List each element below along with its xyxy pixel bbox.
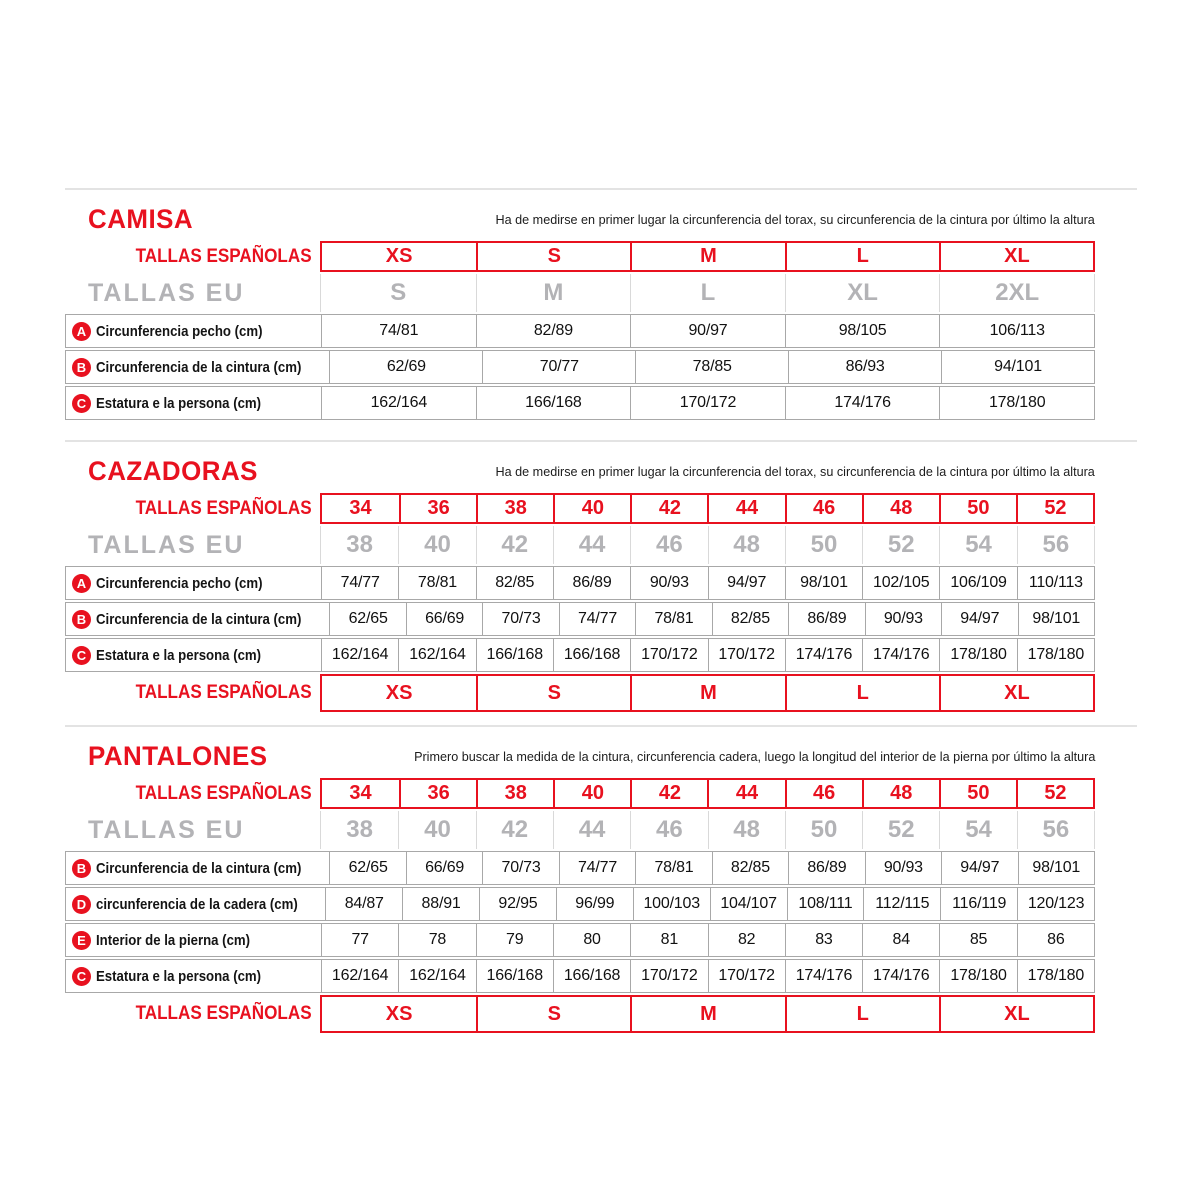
measure-value: 178/180 <box>1017 960 1094 992</box>
bottom-spanish-size: XS <box>385 1002 413 1025</box>
spanish-size-header: 44 <box>707 495 784 522</box>
measure-label: Circunferencia pecho (cm) <box>96 574 263 592</box>
eu-sizes-label: TALLAS EU <box>88 815 245 844</box>
eu-size-value: 48 <box>708 526 785 564</box>
measurement-cells <box>329 603 1094 635</box>
measurement-row <box>65 602 1095 636</box>
measure-value: 86/89 <box>788 852 864 884</box>
measure-label: Circunferencia pecho (cm) <box>96 322 263 340</box>
measure-value: 82/85 <box>476 567 553 599</box>
measure-value: 108/111 <box>787 888 864 920</box>
measure-label: Interior de la pierna (cm) <box>96 931 251 949</box>
section-instruction: Ha de medirse en primer lugar la circunferencia del torax, su circunferencia de la cintura por último la altura <box>495 211 1095 227</box>
measure-value: 82/89 <box>476 315 631 347</box>
measure-value: 78 <box>398 924 475 956</box>
eu-size-value: 56 <box>1017 526 1094 564</box>
spanish-size-header: 38 <box>476 780 553 807</box>
spanish-sizes-cells <box>320 493 1095 524</box>
measure-value: 162/164 <box>398 960 475 992</box>
measurement-row <box>65 350 1095 384</box>
letter-badge: E <box>72 931 91 950</box>
measure-value: 70/73 <box>482 852 558 884</box>
measure-value: 62/65 <box>329 603 405 635</box>
spanish-sizes-label-text: TALLAS ESPAÑOLAS <box>135 782 312 804</box>
measure-value: 98/101 <box>1018 603 1094 635</box>
spanish-sizes-label <box>65 778 320 809</box>
eu-sizes-label: TALLAS EU <box>88 278 245 307</box>
measure-value: 90/93 <box>630 567 707 599</box>
measure-value: 166/168 <box>476 387 631 419</box>
spanish-size-header: 48 <box>862 495 939 522</box>
measure-value: 174/176 <box>785 639 862 671</box>
measure-value: 174/176 <box>862 960 939 992</box>
section-instruction: Ha de medirse en primer lugar la circunferencia del torax, su circunferencia de la cintura por último la altura <box>495 463 1095 479</box>
section-title: CAMISA <box>88 203 194 234</box>
measure-value: 82/85 <box>712 603 788 635</box>
measurement-row <box>65 386 1095 420</box>
measurement-cells <box>329 852 1094 884</box>
measurement-row-label <box>66 924 321 956</box>
section-divider-2 <box>65 725 1137 727</box>
measure-value: 170/172 <box>630 639 707 671</box>
spanish-size-header: 40 <box>553 780 630 807</box>
measure-value: 170/172 <box>630 387 785 419</box>
measure-value: 174/176 <box>785 387 940 419</box>
spanish-size-header: 52 <box>1016 780 1093 807</box>
measure-value: 110/113 <box>1017 567 1094 599</box>
section-title: CAZADORAS <box>88 455 258 486</box>
letter-badge: D <box>72 895 91 914</box>
section-header <box>65 739 1095 773</box>
spanish-size-header: L <box>785 243 939 270</box>
measure-value: 74/77 <box>559 852 635 884</box>
measure-value: 80 <box>553 924 630 956</box>
letter-badge: C <box>72 394 91 413</box>
measure-value: 79 <box>476 924 553 956</box>
measure-value: 62/69 <box>329 351 482 383</box>
bottom-spanish-size: M <box>630 676 784 710</box>
bottom-spanish-size: L <box>785 676 939 710</box>
spanish-size-header: 52 <box>1016 495 1093 522</box>
spanish-sizes-cells <box>320 241 1095 272</box>
spanish-size-header: S <box>476 243 630 270</box>
spanish-size-header: XS <box>385 245 413 267</box>
spanish-size-header: 46 <box>785 495 862 522</box>
measure-value: 178/180 <box>939 960 1016 992</box>
measure-value: 86/89 <box>788 603 864 635</box>
measure-value: 112/115 <box>863 888 940 920</box>
measure-value: 106/113 <box>939 315 1094 347</box>
eu-size-value: 54 <box>939 526 1016 564</box>
measure-value: 88/91 <box>402 888 479 920</box>
measure-value: 83 <box>785 924 862 956</box>
measure-label: Estatura e la persona (cm) <box>96 967 262 985</box>
measure-label: circunferencia de la cadera (cm) <box>96 895 298 913</box>
bottom-spanish-size: L <box>785 997 939 1031</box>
eu-sizes-row <box>65 811 1095 849</box>
spanish-size-header: 44 <box>707 780 784 807</box>
eu-size-value: 38 <box>346 531 373 558</box>
measure-value: 178/180 <box>939 387 1094 419</box>
eu-size-value: 42 <box>476 526 553 564</box>
measure-value: 74/77 <box>559 603 635 635</box>
letter-badge: A <box>72 574 91 593</box>
section-cazadoras <box>65 454 1095 712</box>
eu-size-value: 48 <box>708 811 785 849</box>
measure-value: 94/97 <box>941 603 1017 635</box>
spanish-sizes-label-text: TALLAS ESPAÑOLAS <box>135 245 312 267</box>
measure-value: 84/87 <box>325 888 402 920</box>
measurement-row <box>65 638 1095 672</box>
measure-label: Estatura e la persona (cm) <box>96 646 262 664</box>
spanish-size-header: 48 <box>862 780 939 807</box>
section-title: PANTALONES <box>88 740 268 771</box>
eu-size-value: 46 <box>630 811 707 849</box>
measure-value: 162/164 <box>398 639 475 671</box>
measure-value: 174/176 <box>862 639 939 671</box>
spanish-size-header: XL <box>939 243 1093 270</box>
measure-value: 78/81 <box>398 567 475 599</box>
measure-value: 77 <box>321 924 398 956</box>
section-instruction: Primero buscar la medida de la cintura, circunferencia cadera, luego la longitud del interior de la pierna por último la altura <box>413 748 1095 764</box>
measurement-row-label <box>66 315 321 347</box>
measure-label: Circunferencia de la cintura (cm) <box>96 358 302 376</box>
bottom-spanish-size: XL <box>939 997 1093 1031</box>
letter-badge: B <box>72 358 91 377</box>
letter-badge: C <box>72 646 91 665</box>
eu-size-value: 52 <box>862 526 939 564</box>
measure-value: 62/65 <box>329 852 405 884</box>
measure-value: 120/123 <box>1017 888 1094 920</box>
measure-value: 90/97 <box>630 315 785 347</box>
measurement-row-label <box>66 639 321 671</box>
measurement-row-label <box>66 960 321 992</box>
measure-value: 170/172 <box>630 960 707 992</box>
spanish-sizes-label <box>65 241 320 272</box>
measurement-cells <box>321 387 1094 419</box>
spanish-size-header: 34 <box>349 497 372 519</box>
letter-badge: A <box>72 322 91 341</box>
spanish-size-header: 50 <box>939 495 1016 522</box>
measure-value: 86/93 <box>788 351 941 383</box>
measurement-cells <box>329 351 1094 383</box>
eu-size-value: 56 <box>1017 811 1094 849</box>
bottom-spanish-sizes-label-text: TALLAS ESPAÑOLAS <box>135 1003 312 1024</box>
spanish-size-header: 40 <box>553 495 630 522</box>
measurement-cells <box>321 639 1094 671</box>
eu-sizes-cells <box>320 526 1095 564</box>
measurement-row <box>65 959 1095 993</box>
measure-value: 166/168 <box>553 960 630 992</box>
bottom-spanish-sizes-label <box>65 674 320 712</box>
bottom-spanish-size: XL <box>939 676 1093 710</box>
bottom-spanish-size: S <box>476 997 630 1031</box>
spanish-sizes-row <box>65 778 1095 809</box>
measure-value: 84 <box>862 924 939 956</box>
measure-value: 166/168 <box>476 960 553 992</box>
measurement-row-label <box>66 852 329 884</box>
measurement-cells <box>321 960 1094 992</box>
eu-size-value: 52 <box>862 811 939 849</box>
bottom-spanish-size: XS <box>385 681 413 704</box>
eu-size-value: XL <box>785 274 940 312</box>
spanish-sizes-cells <box>320 778 1095 809</box>
eu-size-value: 50 <box>785 526 862 564</box>
spanish-sizes-label <box>65 493 320 524</box>
spanish-size-header: 34 <box>349 782 372 804</box>
spanish-size-header: 50 <box>939 780 1016 807</box>
bottom-spanish-size: M <box>630 997 784 1031</box>
measurement-row <box>65 314 1095 348</box>
measure-value: 86/89 <box>553 567 630 599</box>
measure-label: Estatura e la persona (cm) <box>96 394 262 412</box>
section-header <box>65 202 1095 236</box>
section-header <box>65 454 1095 488</box>
eu-size-value: 44 <box>553 811 630 849</box>
measure-value: 166/168 <box>476 639 553 671</box>
bottom-spanish-size: S <box>476 676 630 710</box>
measure-value: 162/164 <box>321 387 476 419</box>
measure-value: 90/93 <box>865 852 941 884</box>
bottom-spanish-sizes-label-text: TALLAS ESPAÑOLAS <box>135 682 312 703</box>
size-table-cazadoras <box>65 493 1095 712</box>
measure-value: 66/69 <box>406 852 482 884</box>
bottom-spanish-sizes-label <box>65 995 320 1033</box>
eu-sizes-cells <box>320 274 1095 312</box>
eu-size-value: 42 <box>476 811 553 849</box>
spanish-sizes-row <box>65 493 1095 524</box>
measure-value: 94/97 <box>941 852 1017 884</box>
measure-value: 92/95 <box>479 888 556 920</box>
measure-value: 178/180 <box>939 639 1016 671</box>
measure-value: 98/105 <box>785 315 940 347</box>
section-divider-1 <box>65 440 1137 442</box>
measure-value: 94/97 <box>708 567 785 599</box>
measure-value: 74/77 <box>321 567 398 599</box>
eu-size-value: L <box>630 274 785 312</box>
measurement-row-label <box>66 387 321 419</box>
measure-value: 66/69 <box>406 603 482 635</box>
measure-value: 78/81 <box>635 852 711 884</box>
measurement-row-label <box>66 888 325 920</box>
eu-size-value: 44 <box>553 526 630 564</box>
spanish-size-header: 36 <box>399 495 476 522</box>
spanish-size-header: 36 <box>399 780 476 807</box>
section-divider-top <box>65 188 1137 190</box>
measure-value: 170/172 <box>708 960 785 992</box>
measure-value: 86 <box>1017 924 1094 956</box>
spanish-size-header: 38 <box>476 495 553 522</box>
measurement-row <box>65 851 1095 885</box>
measurement-cells <box>321 567 1094 599</box>
eu-size-value: 46 <box>630 526 707 564</box>
measure-value: 116/119 <box>940 888 1017 920</box>
bottom-spanish-sizes-cells <box>320 995 1095 1033</box>
eu-size-value: S <box>390 279 407 306</box>
measure-value: 100/103 <box>633 888 710 920</box>
eu-size-value: 50 <box>785 811 862 849</box>
measurement-row-label <box>66 351 329 383</box>
measure-value: 94/101 <box>941 351 1094 383</box>
spanish-size-header: 42 <box>630 780 707 807</box>
measure-value: 98/101 <box>785 567 862 599</box>
measure-value: 106/109 <box>939 567 1016 599</box>
section-camisa <box>65 202 1095 420</box>
eu-sizes-row <box>65 274 1095 312</box>
spanish-size-header: 46 <box>785 780 862 807</box>
spanish-size-header: M <box>630 243 784 270</box>
eu-size-value: 40 <box>398 526 475 564</box>
measure-value: 96/99 <box>556 888 633 920</box>
eu-size-value: 2XL <box>939 274 1094 312</box>
measure-value: 70/77 <box>482 351 635 383</box>
size-table-pantalones <box>65 778 1095 1033</box>
bottom-spanish-sizes-row <box>65 674 1095 712</box>
measure-value: 170/172 <box>708 639 785 671</box>
measurement-cells <box>321 924 1094 956</box>
eu-size-value: M <box>476 274 631 312</box>
eu-sizes-cells <box>320 811 1095 849</box>
section-pantalones <box>65 739 1095 1033</box>
measure-value: 166/168 <box>553 639 630 671</box>
measure-value: 178/180 <box>1017 639 1094 671</box>
measurement-row-label <box>66 567 321 599</box>
measure-value: 104/107 <box>710 888 787 920</box>
measure-value: 78/81 <box>635 603 711 635</box>
measurement-row <box>65 923 1095 957</box>
measurement-cells <box>321 315 1094 347</box>
eu-size-value: 40 <box>398 811 475 849</box>
measure-value: 174/176 <box>785 960 862 992</box>
bottom-spanish-sizes-cells <box>320 674 1095 712</box>
measure-value: 70/73 <box>482 603 558 635</box>
spanish-sizes-row <box>65 241 1095 272</box>
letter-badge: B <box>72 859 91 878</box>
measure-value: 78/85 <box>635 351 788 383</box>
measure-value: 82/85 <box>712 852 788 884</box>
eu-size-value: 54 <box>939 811 1016 849</box>
spanish-sizes-label-text: TALLAS ESPAÑOLAS <box>135 497 312 519</box>
measure-label: Circunferencia de la cintura (cm) <box>96 859 302 877</box>
measure-value: 90/93 <box>865 603 941 635</box>
measurement-cells <box>325 888 1094 920</box>
measure-value: 74/81 <box>321 315 476 347</box>
measure-value: 82 <box>708 924 785 956</box>
measure-label: Circunferencia de la cintura (cm) <box>96 610 302 628</box>
measure-value: 85 <box>939 924 1016 956</box>
size-guide-content <box>65 188 1137 1033</box>
measure-value: 98/101 <box>1018 852 1094 884</box>
eu-sizes-label: TALLAS EU <box>88 530 245 559</box>
letter-badge: B <box>72 610 91 629</box>
spanish-size-header: 42 <box>630 495 707 522</box>
eu-size-value: 38 <box>346 816 373 843</box>
measurement-row <box>65 887 1095 921</box>
measurement-row-label <box>66 603 329 635</box>
measure-value: 102/105 <box>862 567 939 599</box>
measurement-row <box>65 566 1095 600</box>
measure-value: 81 <box>630 924 707 956</box>
eu-sizes-row <box>65 526 1095 564</box>
letter-badge: C <box>72 967 91 986</box>
measure-value: 162/164 <box>321 960 398 992</box>
size-table-camisa <box>65 241 1095 420</box>
bottom-spanish-sizes-row <box>65 995 1095 1033</box>
measure-value: 162/164 <box>321 639 398 671</box>
